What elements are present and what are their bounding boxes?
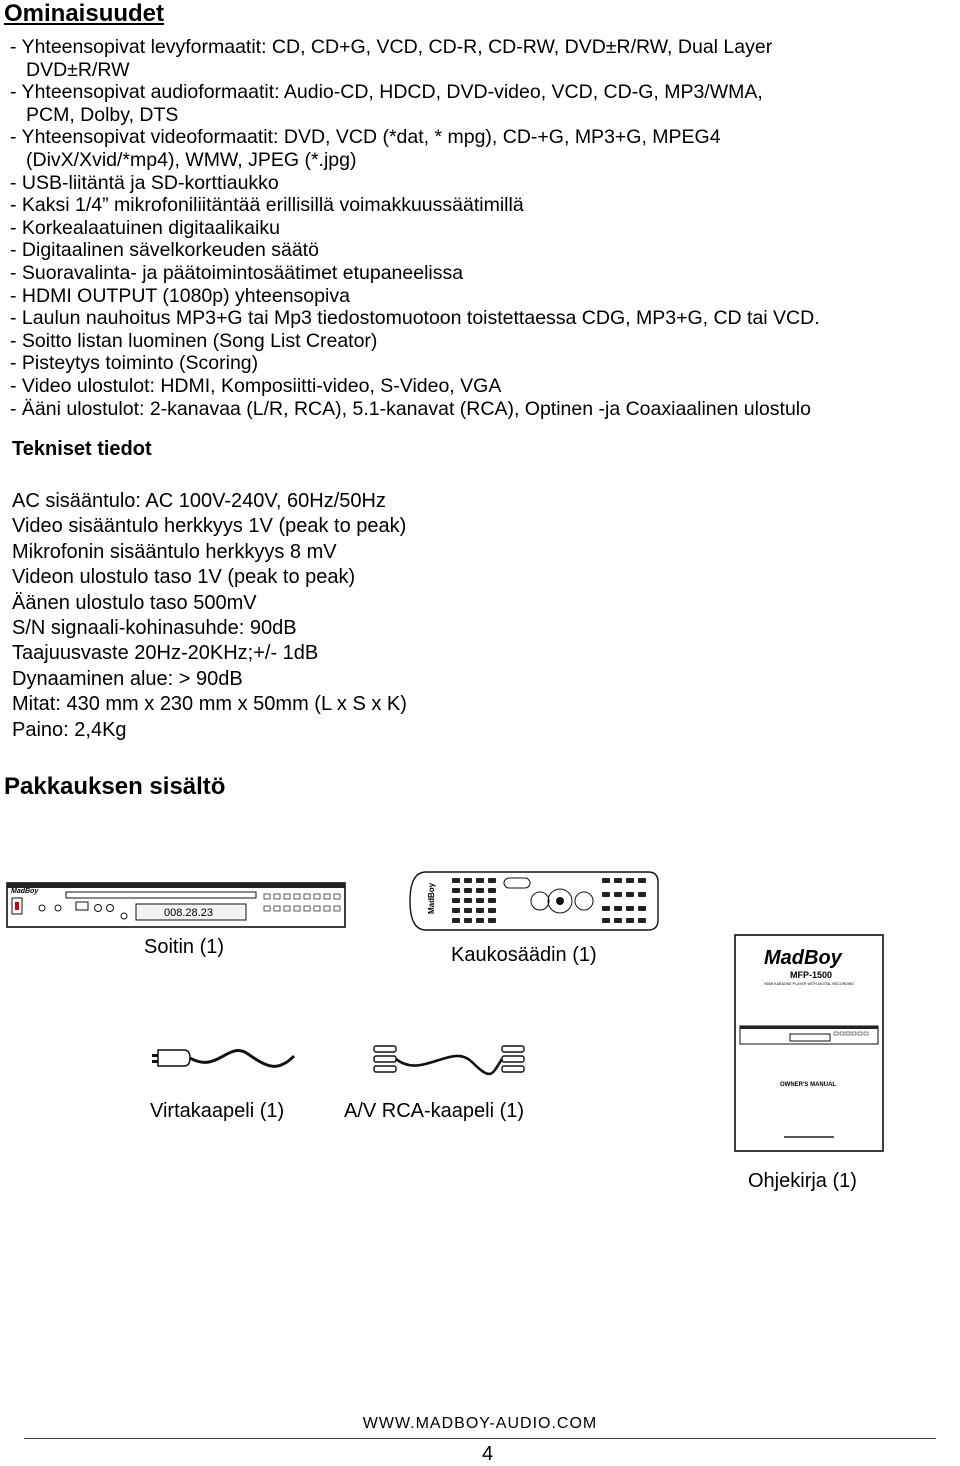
spec-line: Mikrofonin sisääntulo herkkyys 8 mV — [12, 540, 337, 563]
feature-line: - Digitaalinen sävelkorkeuden säätö — [10, 239, 319, 262]
feature-line: - USB-liitäntä ja SD-korttiaukko — [10, 171, 279, 194]
power-cable-caption: Virtakaapeli (1) — [150, 1100, 285, 1122]
feature-line: (DivX/Xvid/*mp4), WMW, JPEG (*.jpg) — [26, 148, 357, 171]
feature-line: - Soitto listan luominen (Song List Creator) — [10, 329, 378, 352]
spec-line: S/N signaali-kohinasuhde: 90dB — [12, 617, 297, 640]
feature-line: - Yhteensopivat audioformaatit: Audio-CD, HDCD, DVD-video, VCD, CD-G, MP3/WMA, — [10, 81, 763, 104]
manual-brand: MadBoy — [764, 947, 842, 969]
feature-line: - Pisteytys toiminto (Scoring) — [10, 352, 259, 375]
tech-specs-heading: Tekniset tiedot — [12, 438, 152, 460]
feature-line: - Yhteensopivat levyformaatit: CD, CD+G, VCD, CD-R, CD-RW, DVD±R/RW, Dual Layer — [10, 36, 773, 58]
av-cable-caption: A/V RCA-kaapeli (1) — [344, 1100, 525, 1122]
feature-line: PCM, Dolby, DTS — [26, 103, 179, 126]
remote-illustration — [408, 870, 660, 932]
feature-line: - Korkealaatuinen digitaalikaiku — [10, 216, 280, 239]
manual-caption: Ohjekirja (1) — [748, 1170, 857, 1192]
feature-line: DVD±R/RW — [26, 58, 130, 81]
power-cable-illustration — [148, 1032, 298, 1082]
player-display-readout: 008.28.23 — [164, 907, 213, 919]
footer-divider — [24, 1438, 936, 1439]
page-number: 4 — [481, 1443, 494, 1465]
spec-line: Taajuusvaste 20Hz-20KHz;+/- 1dB — [12, 642, 319, 665]
player-illustration — [6, 882, 346, 928]
spec-line: AC sisääntulo: AC 100V-240V, 60Hz/50Hz — [12, 490, 386, 512]
features-heading: Ominaisuudet — [4, 0, 165, 27]
tech-specs-list — [12, 489, 407, 743]
feature-line: - Yhteensopivat videoformaatit: DVD, VCD (*dat, * mpg), CD-+G, MP3+G, MPEG4 — [10, 126, 721, 149]
feature-line: - Kaksi 1/4” mikrofoniliitäntää erillisillä voimakkuussäätimillä — [10, 194, 524, 217]
feature-line: - Video ulostulot: HDMI, Komposiitti-video, S-Video, VGA — [10, 374, 502, 397]
spec-line: Paino: 2,4Kg — [12, 718, 127, 741]
manual-model: MFP-1500 — [790, 970, 833, 980]
svg-text:MadBoy: MadBoy — [427, 882, 436, 914]
footer-url: WWW.MADBOY-AUDIO.COM — [362, 1415, 598, 1432]
feature-line: - HDMI OUTPUT (1080p) yhteensopiva — [10, 284, 350, 307]
svg-text:MadBoy: MadBoy — [11, 888, 39, 895]
spec-line: Dynaaminen alue: > 90dB — [12, 667, 243, 690]
spec-line: Äänen ulostulo taso 500mV — [12, 591, 257, 614]
package-heading: Pakkauksen sisältö — [4, 773, 226, 800]
features-list — [10, 36, 958, 420]
player-caption: Soitin (1) — [144, 936, 225, 958]
spec-line: Video sisääntulo herkkyys 1V (peak to peak) — [12, 515, 407, 538]
manual-illustration — [734, 934, 884, 1152]
feature-line: - Laulun nauhoitus MP3+G tai Mp3 tiedostomuotoon toistettaessa CDG, MP3+G, CD tai VCD. — [10, 307, 820, 330]
feature-line: - Suoravalinta- ja päätoimintosäätimet etupaneelissa — [10, 261, 464, 284]
spec-line: Videon ulostulo taso 1V (peak to peak) — [12, 566, 356, 589]
feature-line: - Ääni ulostulot: 2-kanavaa (L/R, RCA), 5.1-kanavat (RCA), Optinen -ja Coaxiaalinen ulostulo — [10, 397, 811, 420]
av-cable-illustration — [372, 1042, 526, 1082]
manual-owners-label: OWNER'S MANUAL — [780, 1082, 837, 1088]
manual-subtitle: HDMI KARAOKE PLAYER WITH DIGITAL RECORDING — [764, 982, 855, 986]
spec-line: Mitat: 430 mm x 230 mm x 50mm (L x S x K) — [12, 693, 407, 716]
remote-caption: Kaukosäädin (1) — [451, 944, 597, 966]
